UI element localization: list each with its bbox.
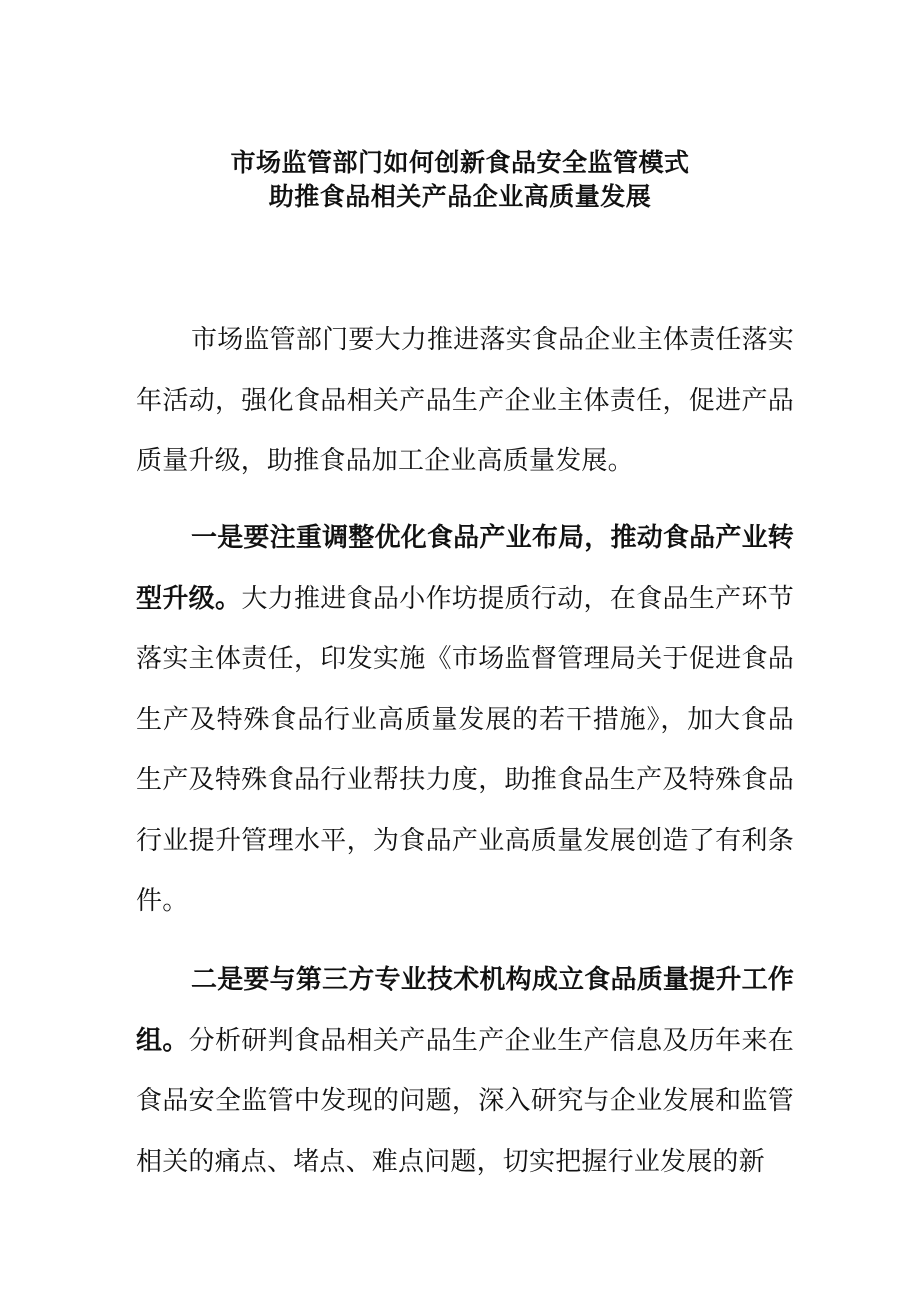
section-two-body: 分析研判食品相关产品生产企业生产信息及历年来在食品安全监管中发现的问题，深入研究与企业发展和监管相关的痛点、堵点、难点问题，切实把握行业发展的新	[136, 1025, 794, 1177]
intro-text: 市场监管部门要大力推进落实食品企业主体责任落实年活动，强化食品相关产品生产企业主体责任，促进产品质量升级，助推食品加工企业高质量发展。	[136, 325, 794, 476]
document-title	[0, 146, 920, 214]
section-one-body: 大力推进食品小作坊提质行动，在食品生产环节落实主体责任，印发实施《市场监督管理局关于促进食品生产及特殊食品行业高质量发展的若干措施》，加大食品生产及特殊食品行业帮扶力度，助推食品生产及特殊食品行业提升管理水平，为食品产业高质量发展创造了有利条件。	[136, 583, 795, 916]
section-two-lead: 二是要与第三方专业技术机构成立食品质量提升工作组。	[136, 965, 794, 1056]
section-one-paragraph	[136, 508, 794, 932]
section-one-lead: 一是要注重调整优化食品产业布局，推动食品产业转型升级。	[136, 523, 794, 614]
section-two-paragraph	[136, 950, 794, 1192]
title-line-2: 助推食品相关产品企业高质量发展	[268, 182, 652, 211]
title-line-1: 市场监管部门如何创新食品安全监管模式	[230, 148, 690, 177]
intro-paragraph	[136, 310, 794, 492]
